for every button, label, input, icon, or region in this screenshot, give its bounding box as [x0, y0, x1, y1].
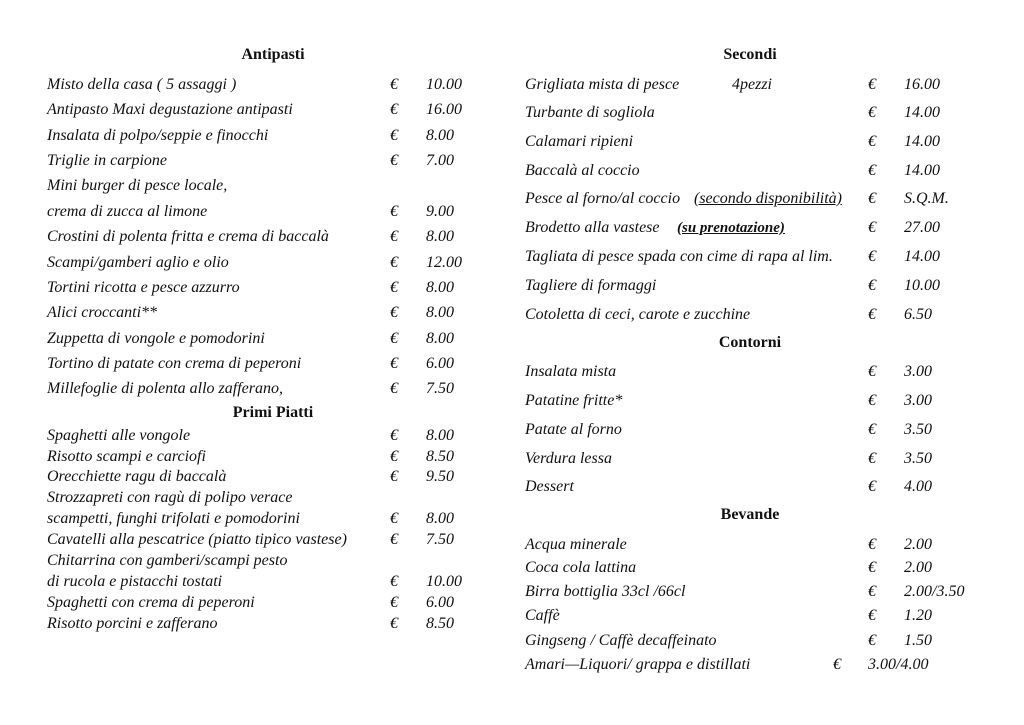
menu-item	[0, 582, 1024, 602]
section-title-bevande: Bevande	[720, 506, 780, 523]
currency-symbol: €	[868, 583, 876, 600]
item-price: 2.00	[904, 559, 932, 576]
item-name: Brodetto alla vastese	[525, 219, 660, 236]
menu-item	[0, 161, 1024, 181]
item-name: Coca cola lattina	[525, 559, 637, 576]
currency-symbol: €	[390, 279, 398, 296]
item-name: Calamari ripieni	[525, 133, 634, 150]
currency-symbol: €	[390, 594, 398, 611]
item-name: Risotto porcini e zafferano	[47, 615, 218, 632]
item-price: 2.00	[904, 536, 932, 553]
item-name: Risotto scampi e carciofi	[47, 448, 206, 465]
menu-item	[0, 606, 1024, 626]
item-price: 16.00	[426, 101, 462, 118]
item-name: Spaghetti alle vongole	[47, 427, 191, 444]
item-name: Amari—Liquori/ grappa e distillati	[525, 656, 751, 673]
item-name: Antipasto Maxi degustazione antipasti	[47, 101, 293, 118]
item-price: 3.00/4.00	[868, 656, 929, 673]
menu-item	[0, 329, 520, 349]
item-name: Chitarrina con gamberi/scampi pesto	[47, 552, 288, 569]
currency-symbol: €	[868, 559, 876, 576]
item-name: Turbante di sogliola	[525, 104, 655, 121]
currency-symbol: €	[868, 450, 876, 467]
menu-item	[0, 189, 1024, 209]
currency-symbol: €	[390, 380, 398, 397]
item-name: di rucola e pistacchi tostati	[47, 573, 223, 590]
menu-item	[0, 362, 1024, 382]
currency-symbol: €	[868, 219, 876, 236]
item-note: (secondo disponibilità)	[694, 190, 842, 207]
currency-symbol: €	[390, 427, 398, 444]
currency-symbol: €	[390, 531, 398, 548]
item-price: 14.00	[904, 104, 940, 121]
currency-symbol: €	[868, 421, 876, 438]
item-price: 10.00	[426, 573, 462, 590]
item-name: Tagliata di pesce spada con cime di rapa al lim.	[525, 248, 833, 265]
currency-symbol: €	[390, 127, 398, 144]
item-price: 16.00	[904, 76, 940, 93]
currency-symbol: €	[868, 277, 876, 294]
item-price: 6.00	[426, 355, 454, 372]
item-name: scampetti, funghi trifolati e pomodorini	[47, 510, 300, 527]
currency-symbol: €	[868, 536, 876, 553]
menu-item	[0, 655, 1024, 675]
item-price: 7.00	[426, 152, 454, 169]
currency-symbol: €	[390, 152, 398, 169]
currency-symbol: €	[868, 104, 876, 121]
item-name: Alici croccanti**	[47, 304, 158, 321]
item-price: 8.00	[426, 279, 454, 296]
item-price: 8.00	[426, 427, 454, 444]
menu-item	[0, 509, 520, 529]
currency-symbol: €	[868, 190, 876, 207]
currency-symbol: €	[390, 615, 398, 632]
currency-symbol: €	[390, 101, 398, 118]
currency-symbol: €	[868, 133, 876, 150]
menu-item	[0, 535, 1024, 555]
menu-item	[0, 103, 1024, 123]
currency-symbol: €	[868, 162, 876, 179]
item-name: Orecchiette ragu di baccalà	[47, 468, 227, 485]
item-price: 8.50	[426, 448, 454, 465]
item-price: 9.00	[426, 203, 454, 220]
item-name: Spaghetti con crema di peperoni	[47, 594, 255, 611]
menu-item	[0, 420, 1024, 440]
item-price: S.Q.M.	[904, 190, 949, 207]
item-name: Triglie in carpione	[47, 152, 167, 169]
item-name: Baccalà al coccio	[525, 162, 640, 179]
menu-item	[0, 558, 1024, 578]
menu-item	[0, 391, 1024, 411]
item-name: crema di zucca al limone	[47, 203, 208, 220]
item-price: 8.00	[426, 228, 454, 245]
currency-symbol: €	[868, 607, 876, 624]
currency-symbol: €	[868, 76, 876, 93]
currency-symbol: €	[390, 304, 398, 321]
item-price: 3.00	[904, 363, 932, 380]
currency-symbol: €	[868, 392, 876, 409]
menu-item	[0, 75, 1024, 95]
item-price: 10.00	[904, 277, 940, 294]
menu-item	[0, 218, 1024, 238]
item-price: 7.50	[426, 380, 454, 397]
item-name: Insalata di polpo/seppie e finocchi	[47, 127, 269, 144]
item-name: Cavatelli alla pescatrice (piatto tipico vastese)	[47, 531, 347, 548]
item-name: Birra bottiglia 33cl /66cl	[525, 583, 686, 600]
item-price: 8.00	[426, 304, 454, 321]
item-price: 14.00	[904, 248, 940, 265]
item-name: Gingseng / Caffè decaffeinato	[525, 632, 717, 649]
currency-symbol: €	[868, 248, 876, 265]
item-name: Dessert	[525, 478, 574, 495]
item-price: 10.00	[426, 76, 462, 93]
currency-symbol: €	[390, 254, 398, 271]
item-note: (su prenotazione)	[677, 220, 785, 236]
currency-symbol: €	[390, 448, 398, 465]
item-price: 9.50	[426, 468, 454, 485]
item-price: 8.00	[426, 330, 454, 347]
section-title-antipasti: Antipasti	[241, 46, 305, 63]
section-title-contorni: Contorni	[718, 334, 782, 351]
currency-symbol: €	[390, 355, 398, 372]
item-name: Tortini ricotta e pesce azzurro	[47, 279, 240, 296]
item-name: Grigliata mista di pesce	[525, 76, 680, 93]
item-price: 8.50	[426, 615, 454, 632]
item-price: 2.00/3.50	[904, 583, 965, 600]
item-name: Insalata mista	[525, 363, 617, 380]
item-name: Scampi/gamberi aglio e olio	[47, 254, 229, 271]
currency-symbol: €	[868, 363, 876, 380]
menu-item	[0, 305, 1024, 325]
currency-symbol: €	[868, 632, 876, 649]
item-name: Acqua minerale	[525, 536, 627, 553]
item-price: 14.00	[904, 133, 940, 150]
item-price: 3.50	[904, 421, 932, 438]
currency-symbol: €	[390, 330, 398, 347]
item-price: 7.50	[426, 531, 454, 548]
item-name: Crostini di polenta fritta e crema di baccalà	[47, 228, 329, 245]
menu-item	[0, 477, 1024, 497]
currency-symbol: €	[390, 468, 398, 485]
section-title-secondi: Secondi	[723, 46, 777, 63]
item-price: 12.00	[426, 254, 462, 271]
item-price: 8.00	[426, 510, 454, 527]
item-name: Cotoletta di ceci, carote e zucchine	[525, 306, 751, 323]
item-name: Strozzapreti con ragù di polipo verace	[47, 489, 293, 506]
item-name: Verdura lessa	[525, 450, 612, 467]
item-name: Caffè	[525, 607, 560, 624]
item-name: Pesce al forno/al coccio	[525, 190, 681, 207]
menu-item	[0, 631, 1024, 651]
menu-item	[0, 247, 1024, 267]
currency-symbol: €	[390, 76, 398, 93]
item-price: 27.00	[904, 219, 940, 236]
currency-symbol: €	[833, 656, 841, 673]
menu-item	[0, 132, 1024, 152]
currency-symbol: €	[390, 510, 398, 527]
item-price: 8.00	[426, 127, 454, 144]
item-price: 6.50	[904, 306, 932, 323]
item-price: 4.00	[904, 478, 932, 495]
item-price: 6.00	[426, 594, 454, 611]
currency-symbol: €	[868, 306, 876, 323]
currency-symbol: €	[390, 203, 398, 220]
item-name: Patate al forno	[525, 421, 622, 438]
menu-item	[0, 449, 1024, 469]
item-name: Mini burger di pesce locale,	[47, 177, 228, 194]
currency-symbol: €	[868, 478, 876, 495]
currency-symbol: €	[390, 573, 398, 590]
item-name: Tagliere di formaggi	[525, 277, 657, 294]
item-price: 3.00	[904, 392, 932, 409]
item-price: 1.20	[904, 607, 932, 624]
item-name: Zuppetta di vongole e pomodorini	[47, 330, 265, 347]
section-title-primi-piatti: Primi Piatti	[232, 404, 314, 421]
item-note: 4pezzi	[732, 76, 772, 93]
item-price: 3.50	[904, 450, 932, 467]
menu-item	[0, 276, 1024, 296]
item-price: 14.00	[904, 162, 940, 179]
item-name: Patatine fritte*	[525, 392, 623, 409]
item-price: 1.50	[904, 632, 932, 649]
item-name: Tortino di patate con crema di peperoni	[47, 355, 302, 372]
item-name: Misto della casa ( 5 assaggi )	[47, 76, 237, 93]
currency-symbol: €	[390, 228, 398, 245]
item-name: Millefoglie di polenta allo zafferano,	[47, 380, 283, 397]
